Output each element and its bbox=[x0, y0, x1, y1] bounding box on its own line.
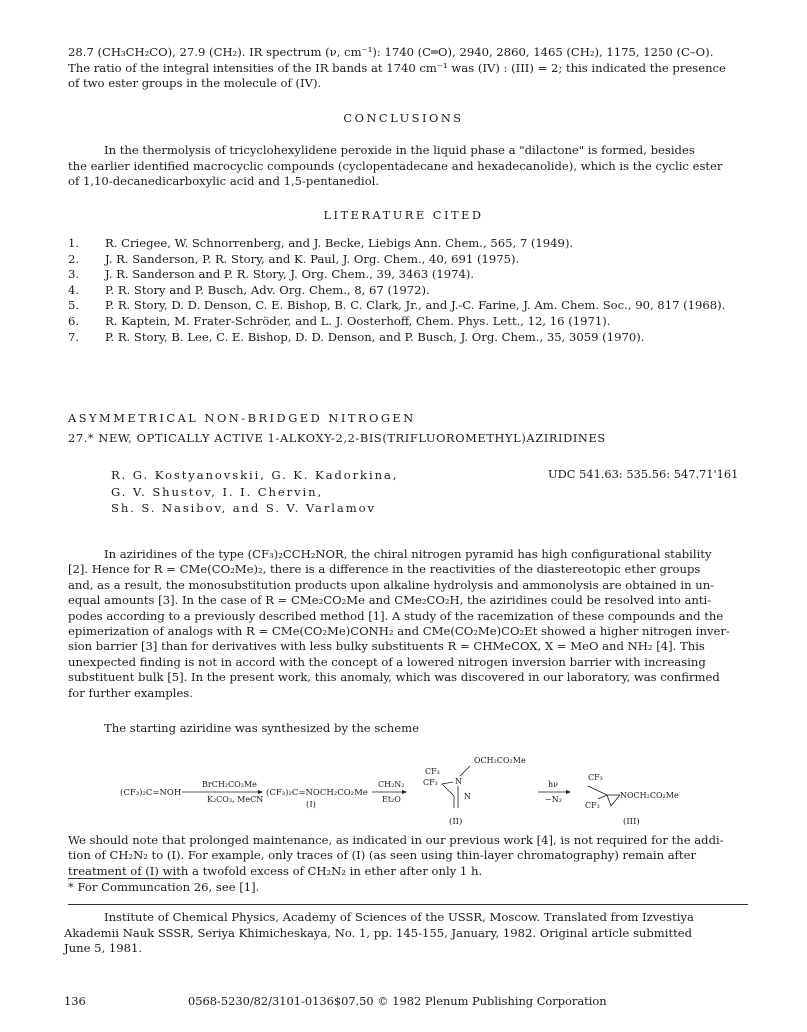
reference-text: R. Criegee, W. Schnorrenberg, and J. Becke, Liebigs Ann. Chem., 565, 7 (1949). bbox=[105, 236, 574, 250]
arrow-head bbox=[402, 790, 407, 794]
page-footer bbox=[64, 994, 744, 1008]
reagent-1-bottom: K₂CO₃, MeCN bbox=[207, 795, 264, 804]
reference-list bbox=[68, 236, 748, 345]
bond-line bbox=[607, 795, 611, 806]
body-line: tion of CH₂N₂ to (I). For example, only traces of (I) (as seen using thin-layer chromatography) remain after bbox=[68, 848, 696, 863]
copyright-line: 0568-5230/82/3101-0136$07.50 © 1982 Plenum Publishing Corporation bbox=[188, 994, 607, 1008]
body-line: epimerization of analogs with R = CMe(CO₂Me)CONH₂ and CMe(CO₂Me)CO₂Et showed a higher nitrogen inver- bbox=[68, 624, 730, 639]
reference-number: 7. bbox=[68, 329, 80, 344]
bond-line bbox=[460, 766, 470, 776]
compound-label-3: (III) bbox=[623, 817, 640, 827]
reagent-2-top: CH₂N₂ bbox=[378, 780, 405, 789]
cf3-label: CF₃ bbox=[423, 778, 438, 787]
reference-text: P. R. Story and P. Busch, Adv. Org. Chem., 8, 67 (1972). bbox=[105, 282, 430, 297]
compound-label-2: (II) bbox=[449, 817, 463, 827]
reference-item bbox=[68, 330, 748, 346]
reactant-formula: (CF₃)₂C=NOH bbox=[120, 788, 182, 798]
compound-label-1: (I) bbox=[306, 800, 316, 810]
conclusions-heading: CONCLUSIONS bbox=[343, 111, 464, 125]
reference-item bbox=[68, 314, 748, 330]
affiliation bbox=[64, 910, 748, 957]
reagent-3-bottom: −N₂ bbox=[545, 795, 562, 804]
body-line: We should note that prolonged maintenance, as indicated in our previous work [4], is not required for the addi- bbox=[68, 833, 724, 847]
arrow-head bbox=[566, 790, 571, 794]
nitrogen-label: N bbox=[464, 792, 471, 801]
arrow-head bbox=[258, 790, 263, 794]
reference-number: 1. bbox=[68, 236, 80, 250]
conclusions-line: In the thermolysis of tricyclohexylidene peroxide in the liquid phase a "dilactone" is formed, besides bbox=[104, 143, 695, 157]
footnote: * For Communcation 26, see [1]. bbox=[68, 880, 260, 894]
intro-line: of two ester groups in the molecule of (IV). bbox=[68, 76, 322, 91]
body-line: for further examples. bbox=[68, 685, 193, 700]
body-line: substituent bulk [5]. In the present work, this anomaly, which was discovered in our laboratory, was confirmed bbox=[68, 670, 720, 685]
body-paragraph bbox=[68, 547, 748, 701]
reagent-1-top: BrCH₂CO₂Me bbox=[202, 780, 257, 789]
reference-number: 6. bbox=[68, 313, 80, 328]
intro-line: 28.7 (CH₃CH₂CO), 27.9 (CH₂). IR spectrum (ν, cm⁻¹): 1740 (C═O), 2940, 2860, 1465 (CH₂), 1175, 1250 (C–O). bbox=[68, 45, 714, 59]
reference-number: 3. bbox=[68, 267, 80, 282]
reference-text: P. R. Story, B. Lee, C. E. Bishop, D. D. Denson, and P. Busch, J. Org. Chem., 35, 3059 (1970). bbox=[105, 329, 645, 344]
body-line: and, as a result, the monosubstitution products upon alkaline hydrolysis and ammonolysis are obtained in un- bbox=[68, 577, 715, 592]
reagent-2-bottom: Et₂O bbox=[382, 795, 401, 804]
body-paragraph bbox=[68, 833, 748, 880]
reference-number: 5. bbox=[68, 298, 80, 313]
conclusions-paragraph bbox=[68, 143, 748, 190]
affiliation-line: June 5, 1981. bbox=[64, 941, 143, 956]
page-number: 136 bbox=[64, 994, 86, 1008]
reference-text: R. Kaptein, M. Frater-Schröder, and L. J. Oosterhoff, Chem. Phys. Lett., 12, 16 (1971). bbox=[105, 313, 611, 328]
body-line: In aziridines of the type (CF₃)₂CCH₂NOR, the chiral nitrogen pyramid has high configurational stability bbox=[104, 547, 712, 561]
author-line: R. G. Kostyanovskii, G. K. Kadorkina, bbox=[111, 468, 399, 482]
cf3-label: CF₃ bbox=[585, 801, 600, 810]
body-line: [2]. Hence for R = CMe(CO₂Me)₂, there is a difference in the reactivities of the diastereotopic ether groups bbox=[68, 562, 701, 577]
conclusions-line: of 1,10-decanedicarboxylic acid and 1,5-pentanediol. bbox=[68, 174, 380, 189]
body-line: podes according to a previously described method [1]. A study of the racemization of these compounds and the bbox=[68, 608, 724, 623]
bond-line bbox=[588, 786, 607, 795]
body-line: equal amounts [3]. In the case of R = CMe₂CO₂Me and CMe₂CO₂H, the aziridines could be resolved into anti- bbox=[68, 593, 712, 608]
reference-item bbox=[68, 283, 748, 299]
bond-line bbox=[442, 784, 454, 796]
bond-line bbox=[611, 795, 620, 806]
reference-item bbox=[68, 298, 748, 314]
affiliation-line: Akademii Nauk SSSR, Seriya Khimicheskaya, No. 1, pp. 145-155, January, 1982. Original article submitted bbox=[64, 925, 693, 940]
reference-text: P. R. Story, D. D. Denson, C. E. Bishop, B. C. Clark, Jr., and J.-C. Farine, J. Am. Chem. Soc., 90, 817 (1968). bbox=[105, 298, 726, 313]
body-line: sion barrier [3] than for derivatives with less bulky substituents R = CHMeCOX, X = MeO and NH₂ [4]. This bbox=[68, 639, 705, 654]
udc-code: UDC 541.63: 535.56: 547.71'161 bbox=[548, 467, 739, 481]
ester-substituent: OCH₂CO₂Me bbox=[474, 756, 526, 765]
product-1-formula: (CF₃)₂C=NOCH₂CO₂Me bbox=[266, 788, 368, 798]
oxime-ether-substituent: NOCH₂CO₂Me bbox=[620, 791, 679, 800]
body-line: treatment of (I) with a twofold excess of CH₂N₂ in ether after only 1 h. bbox=[68, 863, 483, 878]
reference-number: 4. bbox=[68, 282, 80, 297]
reference-number: 2. bbox=[68, 251, 80, 266]
reaction-scheme bbox=[120, 750, 720, 830]
nitrogen-label: N bbox=[455, 777, 462, 786]
reference-text: J. R. Sanderson, P. R. Story, and K. Paul, J. Org. Chem., 40, 691 (1975). bbox=[105, 251, 520, 266]
reference-item bbox=[68, 236, 748, 252]
author-line: Sh. S. Nasibov, and S. V. Varlamov bbox=[111, 501, 376, 515]
intro-paragraph bbox=[68, 45, 748, 92]
author-list bbox=[111, 467, 398, 517]
reference-item bbox=[68, 267, 748, 283]
series-title: ASYMMETRICAL NON-BRIDGED NITROGEN bbox=[68, 411, 416, 425]
cf3-label: CF₃ bbox=[425, 767, 440, 776]
conclusions-line: the earlier identified macrocyclic compounds (cyclopentadecane and hexadecanolide), which is the cyclic ester bbox=[68, 158, 723, 173]
footnote-rule bbox=[68, 878, 180, 879]
bond-line bbox=[598, 795, 607, 799]
affiliation-line: Institute of Chemical Physics, Academy of Sciences of the USSR, Moscow. Translated from Izvestiya bbox=[104, 910, 694, 924]
bond-line bbox=[442, 782, 453, 784]
affiliation-rule bbox=[68, 904, 748, 905]
article-title: 27.* NEW, OPTICALLY ACTIVE 1-ALKOXY-2,2-BIS(TRIFLUOROMETHYL)AZIRIDINES bbox=[68, 431, 606, 445]
author-line: G. V. Shustov, I. I. Chervin, bbox=[111, 484, 324, 499]
scheme-intro: The starting aziridine was synthesized by the scheme bbox=[104, 721, 419, 735]
cf3-label: CF₃ bbox=[588, 773, 603, 782]
intro-line: The ratio of the integral intensities of the IR bands at 1740 cm⁻¹ was (IV) : (III) = 2; this indicated the presence bbox=[68, 60, 726, 75]
reference-item bbox=[68, 252, 748, 268]
reference-text: J. R. Sanderson and P. R. Story, J. Org. Chem., 39, 3463 (1974). bbox=[105, 267, 475, 282]
literature-heading: LITERATURE CITED bbox=[323, 208, 484, 222]
reagent-3-top: hν bbox=[548, 780, 559, 789]
body-line: unexpected finding is not in accord with the concept of a lowered nitrogen inversion barrier with increasing bbox=[68, 654, 706, 669]
